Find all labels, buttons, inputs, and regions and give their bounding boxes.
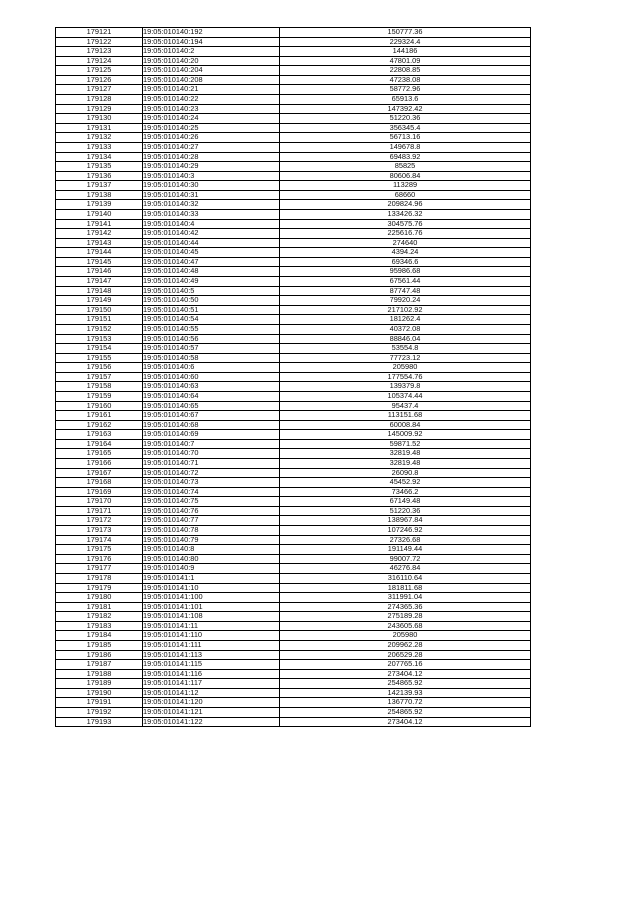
- cadastral-number-cell: 19:05:010140:5: [143, 286, 280, 296]
- amount-cell: 229324.4: [280, 37, 531, 47]
- table-row: [56, 296, 531, 306]
- table-row: [56, 305, 531, 315]
- row-number-cell: 179154: [56, 344, 143, 354]
- cadastral-number-cell: 19:05:010140:3: [143, 171, 280, 181]
- row-number-cell: 179171: [56, 506, 143, 516]
- cadastral-number-cell: 19:05:010141:100: [143, 593, 280, 603]
- row-number-cell: 179143: [56, 238, 143, 248]
- row-number-cell: 179148: [56, 286, 143, 296]
- table-row: [56, 564, 531, 574]
- table-row: [56, 277, 531, 287]
- amount-cell: 85825: [280, 162, 531, 172]
- cadastral-number-cell: 19:05:010141:108: [143, 612, 280, 622]
- amount-cell: 88846.04: [280, 334, 531, 344]
- amount-cell: 254865.92: [280, 708, 531, 718]
- cadastral-number-cell: 19:05:010140:32: [143, 200, 280, 210]
- table-row: [56, 334, 531, 344]
- amount-cell: 205980: [280, 631, 531, 641]
- cadastral-number-cell: 19:05:010140:25: [143, 123, 280, 133]
- cadastral-number-cell: 19:05:010140:73: [143, 478, 280, 488]
- table-row: [56, 229, 531, 239]
- row-number-cell: 179192: [56, 708, 143, 718]
- amount-cell: 95437.4: [280, 401, 531, 411]
- cadastral-number-cell: 19:05:010140:4: [143, 219, 280, 229]
- amount-cell: 80606.84: [280, 171, 531, 181]
- cadastral-number-cell: 19:05:010140:72: [143, 468, 280, 478]
- amount-cell: 209824.96: [280, 200, 531, 210]
- row-number-cell: 179121: [56, 28, 143, 38]
- cadastral-number-cell: 19:05:010140:79: [143, 535, 280, 545]
- cadastral-number-cell: 19:05:010141:122: [143, 717, 280, 727]
- row-number-cell: 179138: [56, 190, 143, 200]
- row-number-cell: 179184: [56, 631, 143, 641]
- row-number-cell: 179177: [56, 564, 143, 574]
- amount-cell: 32819.48: [280, 449, 531, 459]
- row-number-cell: 179145: [56, 257, 143, 267]
- row-number-cell: 179186: [56, 650, 143, 660]
- cadastral-number-cell: 19:05:010141:110: [143, 631, 280, 641]
- table-row: [56, 219, 531, 229]
- cadastral-number-cell: 19:05:010140:6: [143, 363, 280, 373]
- table-row: [56, 478, 531, 488]
- row-number-cell: 179159: [56, 391, 143, 401]
- row-number-cell: 179127: [56, 85, 143, 95]
- table-row: [56, 516, 531, 526]
- table-row: [56, 47, 531, 57]
- cadastral-number-cell: 19:05:010140:26: [143, 133, 280, 143]
- amount-cell: 274640: [280, 238, 531, 248]
- cadastral-number-cell: 19:05:010140:60: [143, 372, 280, 382]
- table-row: [56, 593, 531, 603]
- table-row: [56, 248, 531, 258]
- row-number-cell: 179172: [56, 516, 143, 526]
- table-row: [56, 497, 531, 507]
- table-row: [56, 430, 531, 440]
- table-row: [56, 200, 531, 210]
- amount-cell: 69483.92: [280, 152, 531, 162]
- table-row: [56, 114, 531, 124]
- amount-cell: 217102.92: [280, 305, 531, 315]
- cadastral-number-cell: 19:05:010141:113: [143, 650, 280, 660]
- table-row: [56, 641, 531, 651]
- cadastral-number-cell: 19:05:010140:70: [143, 449, 280, 459]
- table-row: [56, 152, 531, 162]
- row-number-cell: 179176: [56, 554, 143, 564]
- table-row: [56, 267, 531, 277]
- table-row: [56, 56, 531, 66]
- cadastral-number-cell: 19:05:010141:116: [143, 669, 280, 679]
- amount-cell: 273404.12: [280, 717, 531, 727]
- cadastral-number-cell: 19:05:010141:121: [143, 708, 280, 718]
- row-number-cell: 179132: [56, 133, 143, 143]
- row-number-cell: 179135: [56, 162, 143, 172]
- row-number-cell: 179187: [56, 660, 143, 670]
- amount-cell: 79920.24: [280, 296, 531, 306]
- row-number-cell: 179129: [56, 104, 143, 114]
- cadastral-number-cell: 19:05:010140:68: [143, 420, 280, 430]
- row-number-cell: 179174: [56, 535, 143, 545]
- amount-cell: 65913.6: [280, 95, 531, 105]
- row-number-cell: 179182: [56, 612, 143, 622]
- row-number-cell: 179146: [56, 267, 143, 277]
- row-number-cell: 179160: [56, 401, 143, 411]
- cadastral-number-cell: 19:05:010141:115: [143, 660, 280, 670]
- cadastral-number-cell: 19:05:010140:194: [143, 37, 280, 47]
- cadastral-number-cell: 19:05:010140:54: [143, 315, 280, 325]
- row-number-cell: 179147: [56, 277, 143, 287]
- cadastral-number-cell: 19:05:010140:20: [143, 56, 280, 66]
- amount-cell: 113289: [280, 181, 531, 191]
- row-number-cell: 179162: [56, 420, 143, 430]
- cadastral-number-cell: 19:05:010140:51: [143, 305, 280, 315]
- amount-cell: 56713.16: [280, 133, 531, 143]
- table-row: [56, 554, 531, 564]
- table-row: [56, 420, 531, 430]
- amount-cell: 147392.42: [280, 104, 531, 114]
- cadastral-number-cell: 19:05:010140:49: [143, 277, 280, 287]
- row-number-cell: 179122: [56, 37, 143, 47]
- row-number-cell: 179166: [56, 459, 143, 469]
- row-number-cell: 179151: [56, 315, 143, 325]
- row-number-cell: 179136: [56, 171, 143, 181]
- table-row: [56, 401, 531, 411]
- row-number-cell: 179173: [56, 526, 143, 536]
- amount-cell: 142139.93: [280, 688, 531, 698]
- row-number-cell: 179189: [56, 679, 143, 689]
- cadastral-number-cell: 19:05:010140:64: [143, 391, 280, 401]
- table-row: [56, 449, 531, 459]
- amount-cell: 40372.08: [280, 324, 531, 334]
- table-row: [56, 468, 531, 478]
- row-number-cell: 179168: [56, 478, 143, 488]
- table-row: [56, 382, 531, 392]
- cadastral-number-cell: 19:05:010140:76: [143, 506, 280, 516]
- amount-cell: 316110.64: [280, 573, 531, 583]
- table-row: [56, 85, 531, 95]
- table-row: [56, 535, 531, 545]
- row-number-cell: 179181: [56, 602, 143, 612]
- row-number-cell: 179126: [56, 75, 143, 85]
- amount-cell: 149678.8: [280, 142, 531, 152]
- table-row: [56, 391, 531, 401]
- table-row: [56, 142, 531, 152]
- row-number-cell: 179161: [56, 411, 143, 421]
- cadastral-number-cell: 19:05:010140:30: [143, 181, 280, 191]
- table-row: [56, 631, 531, 641]
- table-row: [56, 123, 531, 133]
- amount-cell: 69346.6: [280, 257, 531, 267]
- cadastral-number-cell: 19:05:010140:29: [143, 162, 280, 172]
- amount-cell: 60008.84: [280, 420, 531, 430]
- row-number-cell: 179140: [56, 209, 143, 219]
- row-number-cell: 179170: [56, 497, 143, 507]
- amount-cell: 53554.8: [280, 344, 531, 354]
- table-row: [56, 583, 531, 593]
- amount-cell: 191149.44: [280, 545, 531, 555]
- table-row: [56, 66, 531, 76]
- amount-cell: 311991.04: [280, 593, 531, 603]
- row-number-cell: 179124: [56, 56, 143, 66]
- table-row: [56, 190, 531, 200]
- amount-cell: 77723.12: [280, 353, 531, 363]
- amount-cell: 32819.48: [280, 459, 531, 469]
- cadastral-number-cell: 19:05:010141:12: [143, 688, 280, 698]
- table-row: [56, 650, 531, 660]
- amount-cell: 68660: [280, 190, 531, 200]
- row-number-cell: 179190: [56, 688, 143, 698]
- amount-cell: 22808.85: [280, 66, 531, 76]
- amount-cell: 99007.72: [280, 554, 531, 564]
- row-number-cell: 179180: [56, 593, 143, 603]
- row-number-cell: 179163: [56, 430, 143, 440]
- table-row: [56, 679, 531, 689]
- amount-cell: 51220.36: [280, 114, 531, 124]
- cadastral-number-cell: 19:05:010141:111: [143, 641, 280, 651]
- cadastral-number-cell: 19:05:010140:22: [143, 95, 280, 105]
- table-row: [56, 487, 531, 497]
- row-number-cell: 179175: [56, 545, 143, 555]
- table-row: [56, 372, 531, 382]
- cadastral-number-cell: 19:05:010140:192: [143, 28, 280, 38]
- row-number-cell: 179128: [56, 95, 143, 105]
- row-number-cell: 179139: [56, 200, 143, 210]
- cadastral-number-cell: 19:05:010140:65: [143, 401, 280, 411]
- table-row: [56, 621, 531, 631]
- amount-cell: 139379.8: [280, 382, 531, 392]
- cadastral-number-cell: 19:05:010140:27: [143, 142, 280, 152]
- amount-cell: 254865.92: [280, 679, 531, 689]
- cadastral-number-cell: 19:05:010140:69: [143, 430, 280, 440]
- amount-cell: 206529.28: [280, 650, 531, 660]
- table-row: [56, 257, 531, 267]
- amount-cell: 95986.68: [280, 267, 531, 277]
- cadastral-number-cell: 19:05:010140:28: [143, 152, 280, 162]
- amount-cell: 67149.48: [280, 497, 531, 507]
- row-number-cell: 179191: [56, 698, 143, 708]
- amount-cell: 275189.28: [280, 612, 531, 622]
- table-row: [56, 104, 531, 114]
- amount-cell: 356345.4: [280, 123, 531, 133]
- table-row: [56, 660, 531, 670]
- table-row: [56, 171, 531, 181]
- table-row: [56, 353, 531, 363]
- cadastral-number-cell: 19:05:010140:2: [143, 47, 280, 57]
- amount-cell: 4394.24: [280, 248, 531, 258]
- cadastral-number-cell: 19:05:010140:67: [143, 411, 280, 421]
- table-row: [56, 459, 531, 469]
- cadastral-number-cell: 19:05:010140:74: [143, 487, 280, 497]
- cadastral-number-cell: 19:05:010141:120: [143, 698, 280, 708]
- cadastral-number-cell: 19:05:010140:75: [143, 497, 280, 507]
- row-number-cell: 179152: [56, 324, 143, 334]
- table-row: [56, 506, 531, 516]
- amount-cell: 47238.08: [280, 75, 531, 85]
- amount-cell: 87747.48: [280, 286, 531, 296]
- data-table: [55, 27, 531, 727]
- row-number-cell: 179158: [56, 382, 143, 392]
- table-row: [56, 209, 531, 219]
- table-row: [56, 162, 531, 172]
- amount-cell: 136770.72: [280, 698, 531, 708]
- row-number-cell: 179131: [56, 123, 143, 133]
- cadastral-number-cell: 19:05:010140:77: [143, 516, 280, 526]
- amount-cell: 59871.52: [280, 439, 531, 449]
- amount-cell: 181811.68: [280, 583, 531, 593]
- amount-cell: 138967.84: [280, 516, 531, 526]
- amount-cell: 274365.36: [280, 602, 531, 612]
- amount-cell: 73466.2: [280, 487, 531, 497]
- amount-cell: 47801.09: [280, 56, 531, 66]
- amount-cell: 67561.44: [280, 277, 531, 287]
- row-number-cell: 179137: [56, 181, 143, 191]
- amount-cell: 207765.16: [280, 660, 531, 670]
- cadastral-number-cell: 19:05:010140:47: [143, 257, 280, 267]
- amount-cell: 133426.32: [280, 209, 531, 219]
- cadastral-number-cell: 19:05:010140:80: [143, 554, 280, 564]
- cadastral-number-cell: 19:05:010140:9: [143, 564, 280, 574]
- cadastral-number-cell: 19:05:010141:101: [143, 602, 280, 612]
- cadastral-number-cell: 19:05:010140:42: [143, 229, 280, 239]
- cadastral-number-cell: 19:05:010140:55: [143, 324, 280, 334]
- table-row: [56, 37, 531, 47]
- amount-cell: 273404.12: [280, 669, 531, 679]
- row-number-cell: 179169: [56, 487, 143, 497]
- row-number-cell: 179141: [56, 219, 143, 229]
- row-number-cell: 179150: [56, 305, 143, 315]
- amount-cell: 107246.92: [280, 526, 531, 536]
- amount-cell: 46276.84: [280, 564, 531, 574]
- row-number-cell: 179193: [56, 717, 143, 727]
- cadastral-number-cell: 19:05:010140:50: [143, 296, 280, 306]
- cadastral-number-cell: 19:05:010140:45: [143, 248, 280, 258]
- table-body: [56, 28, 531, 727]
- table-row: [56, 315, 531, 325]
- amount-cell: 150777.36: [280, 28, 531, 38]
- row-number-cell: 179183: [56, 621, 143, 631]
- table-row: [56, 573, 531, 583]
- amount-cell: 113151.68: [280, 411, 531, 421]
- cadastral-number-cell: 19:05:010140:63: [143, 382, 280, 392]
- cadastral-number-cell: 19:05:010140:56: [143, 334, 280, 344]
- row-number-cell: 179134: [56, 152, 143, 162]
- row-number-cell: 179179: [56, 583, 143, 593]
- row-number-cell: 179133: [56, 142, 143, 152]
- row-number-cell: 179156: [56, 363, 143, 373]
- cadastral-number-cell: 19:05:010140:57: [143, 344, 280, 354]
- cadastral-number-cell: 19:05:010140:33: [143, 209, 280, 219]
- table-row: [56, 411, 531, 421]
- cadastral-number-cell: 19:05:010140:208: [143, 75, 280, 85]
- cadastral-number-cell: 19:05:010140:48: [143, 267, 280, 277]
- table-row: [56, 28, 531, 38]
- amount-cell: 205980: [280, 363, 531, 373]
- amount-cell: 181262.4: [280, 315, 531, 325]
- cadastral-number-cell: 19:05:010140:23: [143, 104, 280, 114]
- amount-cell: 209962.28: [280, 641, 531, 651]
- table-row: [56, 181, 531, 191]
- amount-cell: 177554.76: [280, 372, 531, 382]
- table-row: [56, 545, 531, 555]
- amount-cell: 27326.68: [280, 535, 531, 545]
- cadastral-number-cell: 19:05:010141:117: [143, 679, 280, 689]
- cadastral-number-cell: 19:05:010140:7: [143, 439, 280, 449]
- table-row: [56, 602, 531, 612]
- table-row: [56, 133, 531, 143]
- cadastral-number-cell: 19:05:010140:58: [143, 353, 280, 363]
- amount-cell: 105374.44: [280, 391, 531, 401]
- row-number-cell: 179185: [56, 641, 143, 651]
- cadastral-number-cell: 19:05:010140:31: [143, 190, 280, 200]
- row-number-cell: 179188: [56, 669, 143, 679]
- row-number-cell: 179144: [56, 248, 143, 258]
- amount-cell: 51220.36: [280, 506, 531, 516]
- amount-cell: 45452.92: [280, 478, 531, 488]
- cadastral-number-cell: 19:05:010140:204: [143, 66, 280, 76]
- amount-cell: 144186: [280, 47, 531, 57]
- row-number-cell: 179165: [56, 449, 143, 459]
- cadastral-number-cell: 19:05:010140:71: [143, 459, 280, 469]
- cadastral-number-cell: 19:05:010141:1: [143, 573, 280, 583]
- table-row: [56, 688, 531, 698]
- row-number-cell: 179178: [56, 573, 143, 583]
- table-row: [56, 669, 531, 679]
- cadastral-number-cell: 19:05:010140:21: [143, 85, 280, 95]
- table-row: [56, 324, 531, 334]
- cadastral-number-cell: 19:05:010140:44: [143, 238, 280, 248]
- cadastral-number-cell: 19:05:010140:8: [143, 545, 280, 555]
- row-number-cell: 179130: [56, 114, 143, 124]
- amount-cell: 304575.76: [280, 219, 531, 229]
- table-row: [56, 526, 531, 536]
- table-row: [56, 344, 531, 354]
- amount-cell: 26090.8: [280, 468, 531, 478]
- table-row: [56, 363, 531, 373]
- table-row: [56, 95, 531, 105]
- row-number-cell: 179149: [56, 296, 143, 306]
- table-row: [56, 439, 531, 449]
- table-row: [56, 75, 531, 85]
- amount-cell: 58772.96: [280, 85, 531, 95]
- amount-cell: 145009.92: [280, 430, 531, 440]
- table-row: [56, 708, 531, 718]
- table-row: [56, 286, 531, 296]
- row-number-cell: 179153: [56, 334, 143, 344]
- cadastral-number-cell: 19:05:010141:10: [143, 583, 280, 593]
- row-number-cell: 179155: [56, 353, 143, 363]
- table-row: [56, 698, 531, 708]
- row-number-cell: 179157: [56, 372, 143, 382]
- amount-cell: 225616.76: [280, 229, 531, 239]
- cadastral-number-cell: 19:05:010140:78: [143, 526, 280, 536]
- table-row: [56, 612, 531, 622]
- row-number-cell: 179142: [56, 229, 143, 239]
- cadastral-number-cell: 19:05:010140:24: [143, 114, 280, 124]
- amount-cell: 243605.68: [280, 621, 531, 631]
- table-row: [56, 238, 531, 248]
- table-row: [56, 717, 531, 727]
- row-number-cell: 179164: [56, 439, 143, 449]
- row-number-cell: 179123: [56, 47, 143, 57]
- row-number-cell: 179167: [56, 468, 143, 478]
- row-number-cell: 179125: [56, 66, 143, 76]
- cadastral-number-cell: 19:05:010141:11: [143, 621, 280, 631]
